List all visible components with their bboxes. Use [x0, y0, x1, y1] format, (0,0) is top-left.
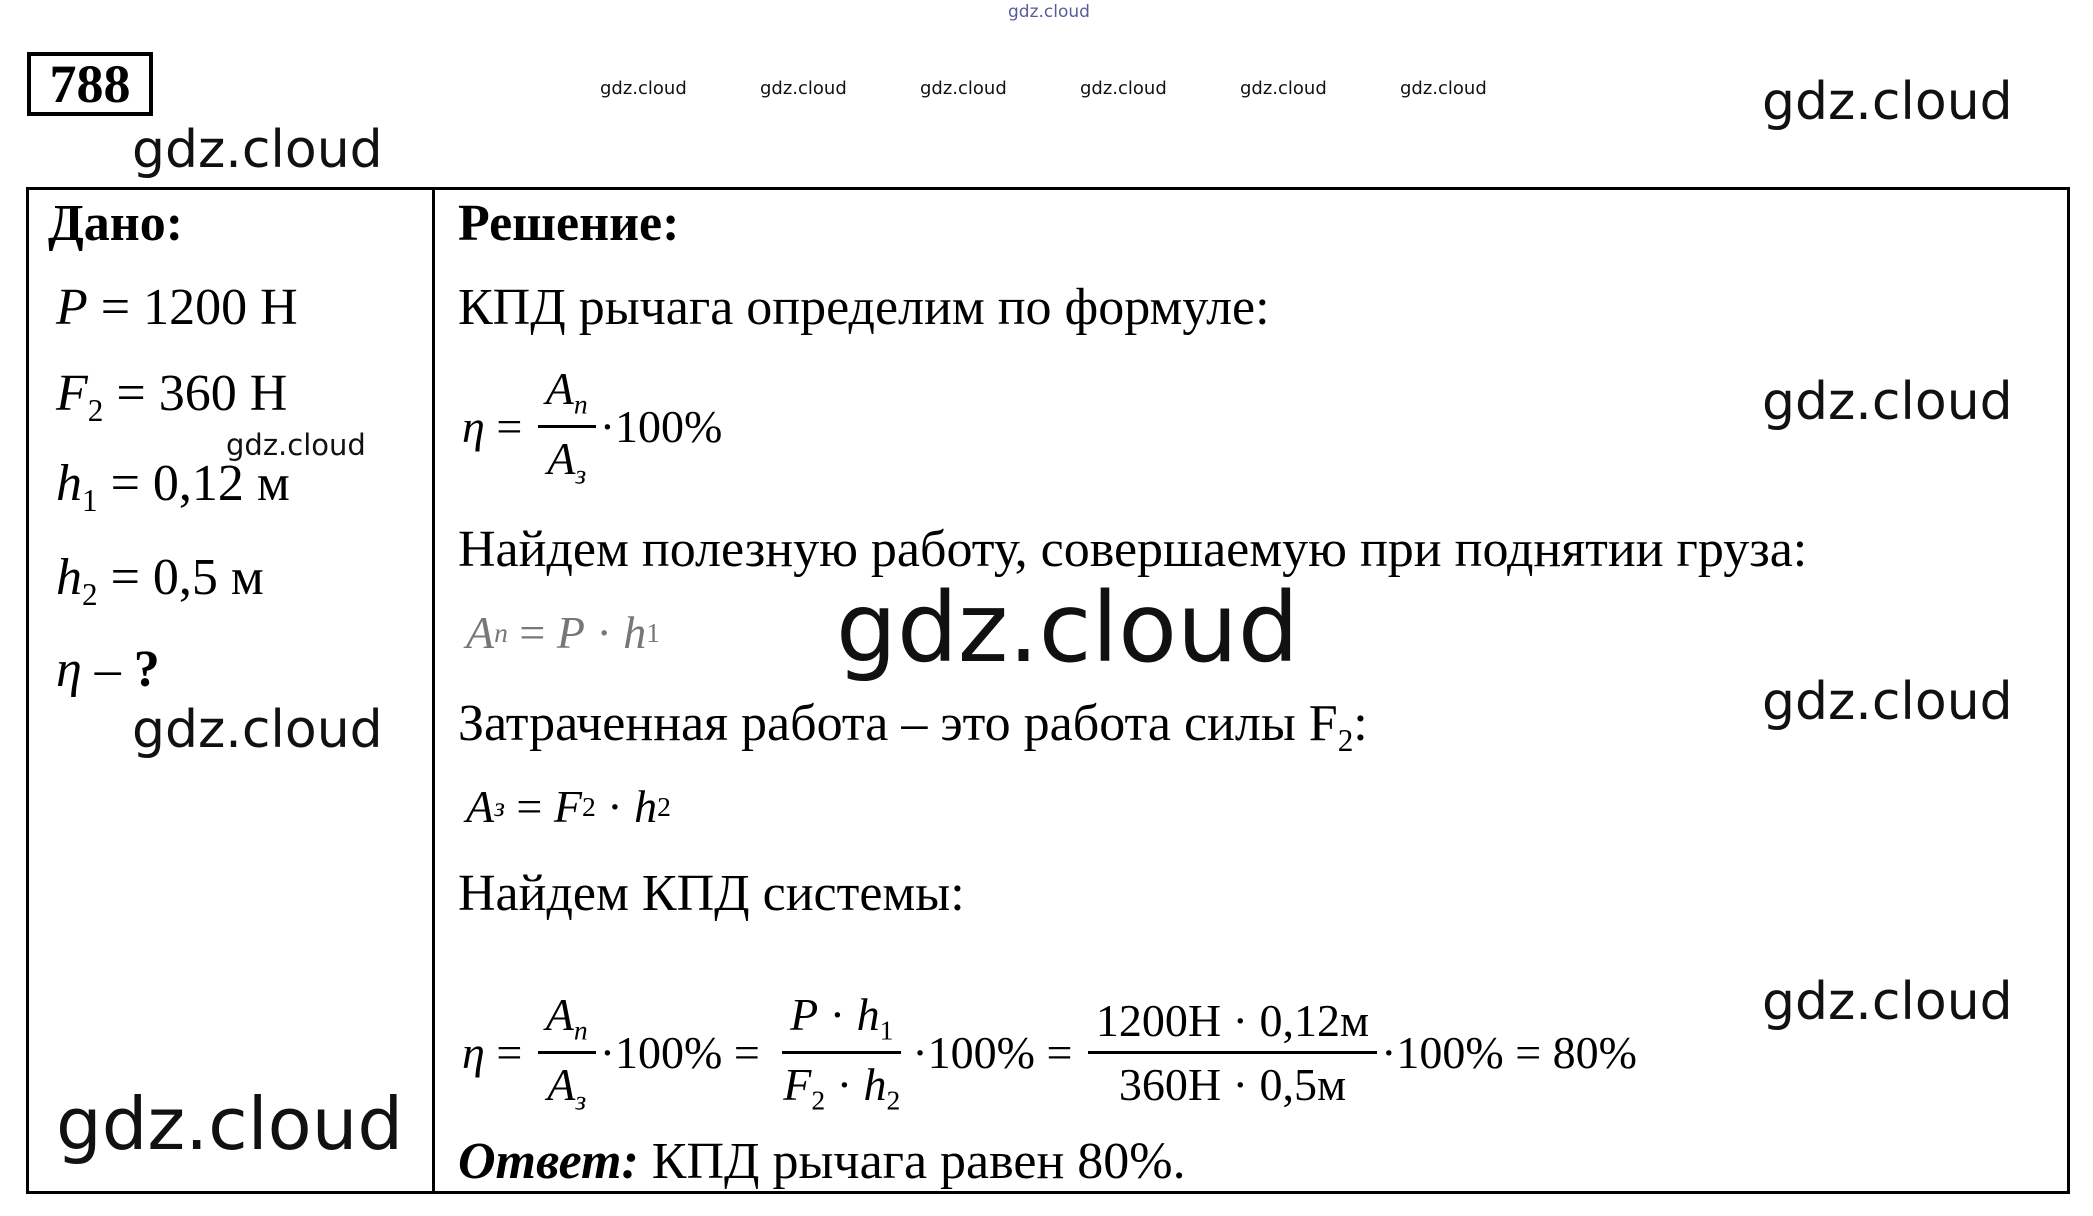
- spent-work-text: [458, 695, 1368, 758]
- column-divider: [432, 187, 435, 1194]
- spent-work-sub: 2: [1337, 722, 1354, 758]
- formula-efficiency-percent: ·100%: [599, 400, 723, 452]
- watermark-center: gdz.cloud: [836, 572, 1299, 684]
- watermark-given: gdz.cloud: [226, 428, 366, 462]
- formula-final-percent-2: ·100%: [912, 1026, 1035, 1078]
- watermark-small-5: gdz.cloud: [1240, 78, 1327, 99]
- watermark-small-4: gdz.cloud: [1080, 78, 1167, 99]
- formula-final-result: ·100% = 80%: [1381, 1026, 1637, 1078]
- watermark-given-2: gdz.cloud: [132, 700, 383, 760]
- given-weight-value: 1200 Н: [143, 279, 298, 336]
- watermark-right-4: gdz.cloud: [1762, 972, 2013, 1032]
- formula-spent-work: A з = F 2 · h 2: [466, 781, 671, 832]
- problem-number: 788: [27, 52, 153, 116]
- watermark-left-top: gdz.cloud: [132, 120, 383, 180]
- formula-efficiency: η = $\frac{A_п}{A_з}$ ·100%: [462, 363, 723, 490]
- given-unknown: η – ?: [56, 641, 160, 698]
- given-force: $F_2 = 360$ Н: [56, 365, 288, 428]
- given-height1: $h_1 = 0,12$ м: [56, 455, 290, 518]
- formula-final: η = $\frac{A_п}{A_з}$ ·100% = $\frac{P \cdot h_1}{F_2 \cdot h_2}$ ·100% = $\frac{1200H \cdot 0,12м}{360H \cdot 0,5м}$ ·100% = 80%: [462, 989, 1637, 1116]
- solution-intro: КПД рычага определим по формуле:: [458, 279, 1270, 336]
- given-unknown-mark: ?: [133, 641, 160, 698]
- watermark-right-1: gdz.cloud: [1762, 72, 2013, 132]
- formula-final-denominator: 360H · 0,5м: [1118, 1058, 1347, 1110]
- watermark-right-3: gdz.cloud: [1762, 672, 2013, 732]
- given-height1-value: 0,12 м: [152, 455, 290, 512]
- watermark-given-bottom: gdz.cloud: [56, 1082, 404, 1166]
- watermark-tiny-top: gdz.cloud: [1008, 2, 1090, 22]
- watermark-small-6: gdz.cloud: [1400, 78, 1487, 99]
- watermark-small-3: gdz.cloud: [920, 78, 1007, 99]
- watermark-right-2: gdz.cloud: [1762, 372, 2013, 432]
- answer-text: КПД рычага равен 80%.: [638, 1133, 1186, 1190]
- given-title: Дано:: [48, 195, 184, 252]
- answer-line: [458, 1133, 1186, 1190]
- spent-work-colon: :: [1353, 695, 1368, 752]
- formula-final-percent-1: ·100%: [599, 1026, 723, 1078]
- formula-useful-work: A п = P · h 1: [466, 607, 661, 658]
- watermark-small-1: gdz.cloud: [600, 78, 687, 99]
- solution-title: Решение:: [458, 195, 680, 252]
- answer-label: Ответ:: [458, 1133, 639, 1190]
- watermark-small-2: gdz.cloud: [760, 78, 847, 99]
- useful-work-text: Найдем полезную работу, совершаемую при поднятии груза:: [458, 521, 1808, 578]
- given-height2: $h_2 = 0,5$ м: [56, 549, 264, 612]
- given-height2-value: 0,5 м: [152, 549, 264, 606]
- given-weight: P = 1200 Н: [56, 279, 298, 336]
- spent-work-main: Затраченная работа – это работа силы F: [458, 695, 1338, 752]
- given-force-value: 360 Н: [158, 365, 288, 422]
- efficiency-text: Найдем КПД системы:: [458, 865, 965, 922]
- formula-final-numerator: 1200H · 0,12м: [1088, 994, 1377, 1054]
